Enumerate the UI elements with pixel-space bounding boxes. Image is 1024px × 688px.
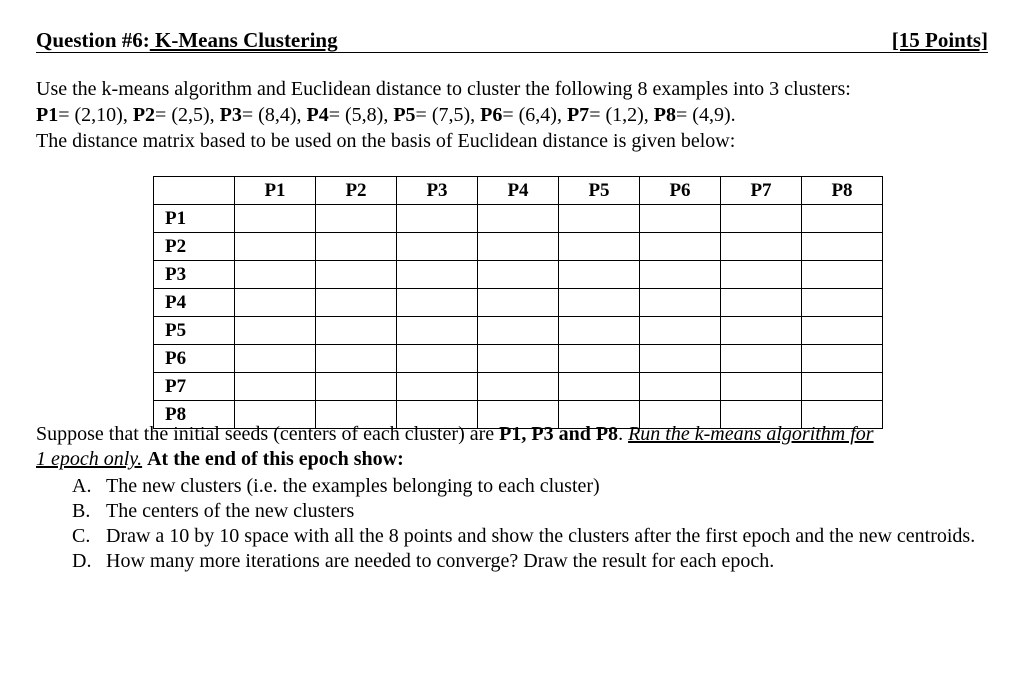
task-text: The new clusters (i.e. the examples belonging to each cluster) xyxy=(106,475,600,497)
point-name: P2 xyxy=(132,104,156,126)
point-coords: (2,5) xyxy=(171,104,210,126)
matrix-cell xyxy=(478,373,559,401)
matrix-cell xyxy=(316,233,397,261)
matrix-cell xyxy=(721,205,802,233)
table-row xyxy=(154,233,883,261)
matrix-cell xyxy=(640,317,721,345)
run-instruction: Run the k-means algorithm for xyxy=(628,423,874,445)
table-row xyxy=(154,373,883,401)
row-header: P7 xyxy=(154,373,235,401)
matrix-cell xyxy=(235,233,316,261)
matrix-cell xyxy=(802,289,883,317)
column-header: P2 xyxy=(316,177,397,205)
matrix-cell xyxy=(559,345,640,373)
point-coords: (6,4) xyxy=(518,104,557,126)
matrix-cell xyxy=(559,289,640,317)
question-points: [15 Points] xyxy=(891,28,988,52)
table-row xyxy=(154,205,883,233)
matrix-cell xyxy=(802,373,883,401)
points-list: P1= (2,10), P2= (2,5), P3= (8,4), P4= (5,8), P5= (7,5), P6= (6,4), P7= (1,2), P8= (4,9). xyxy=(36,104,736,126)
matrix-cell xyxy=(478,345,559,373)
row-header: P8 xyxy=(154,401,235,429)
question-header xyxy=(36,26,988,53)
task-text: How many more iterations are needed to converge? Draw the result for each epoch. xyxy=(106,550,775,572)
column-header: P3 xyxy=(397,177,478,205)
point-name: P6 xyxy=(480,104,503,126)
matrix-cell xyxy=(640,289,721,317)
run-instruction-epoch: 1 epoch only. xyxy=(36,448,143,470)
matrix-cell xyxy=(397,317,478,345)
task-text: The centers of the new clusters xyxy=(106,500,355,522)
matrix-cell xyxy=(316,205,397,233)
matrix-cell xyxy=(478,289,559,317)
instructions-paragraph xyxy=(36,422,996,472)
task-item xyxy=(72,474,992,499)
point-name: P7 xyxy=(566,104,590,126)
matrix-cell xyxy=(802,317,883,345)
matrix-cell xyxy=(397,233,478,261)
point-coords: (5,8) xyxy=(344,104,384,126)
table-row xyxy=(154,345,883,373)
point-coords: (2,10) xyxy=(74,104,123,126)
point-coords: (7,5) xyxy=(431,104,471,126)
point-name: P4 xyxy=(306,104,329,126)
point-name: P3 xyxy=(219,104,242,126)
table-row xyxy=(154,261,883,289)
matrix-cell xyxy=(802,233,883,261)
end-of-epoch-bold: At the end of this epoch show: xyxy=(147,448,404,470)
intro-line-3: The distance matrix based to be used on the basis of Euclidean distance is given below: xyxy=(36,130,736,152)
row-header: P6 xyxy=(154,345,235,373)
table-header-row xyxy=(154,177,883,205)
task-marker: B. xyxy=(72,500,91,522)
matrix-cell xyxy=(235,373,316,401)
matrix-cell xyxy=(235,317,316,345)
task-marker: C. xyxy=(72,525,91,547)
point-name: P5 xyxy=(393,104,416,126)
distance-matrix-table xyxy=(153,176,883,429)
seeds-bold: P1, P3 and P8 xyxy=(499,423,619,445)
matrix-cell xyxy=(559,233,640,261)
task-item xyxy=(72,549,992,574)
row-header: P3 xyxy=(154,261,235,289)
column-header: P1 xyxy=(235,177,316,205)
matrix-cell xyxy=(559,317,640,345)
matrix-cell xyxy=(640,205,721,233)
matrix-cell xyxy=(478,233,559,261)
intro-line-1: Use the k-means algorithm and Euclidean distance to cluster the following 8 examples into 3 clusters: xyxy=(36,78,851,100)
matrix-cell xyxy=(316,261,397,289)
matrix-cell xyxy=(397,345,478,373)
matrix-cell xyxy=(721,289,802,317)
table-body xyxy=(154,205,883,429)
matrix-cell xyxy=(640,233,721,261)
matrix-cell xyxy=(721,261,802,289)
question-topic: K-Means Clustering xyxy=(155,28,338,52)
task-marker: A. xyxy=(72,475,92,497)
row-header: P4 xyxy=(154,289,235,317)
point-coords: (4,9) xyxy=(692,104,731,126)
point-name: P8 xyxy=(653,104,677,126)
matrix-cell xyxy=(802,345,883,373)
matrix-cell xyxy=(802,205,883,233)
table-row xyxy=(154,289,883,317)
matrix-cell xyxy=(721,317,802,345)
matrix-cell xyxy=(316,289,397,317)
matrix-cell xyxy=(397,373,478,401)
matrix-cell xyxy=(802,261,883,289)
table-corner-cell xyxy=(154,177,235,205)
task-item xyxy=(72,499,992,524)
matrix-cell xyxy=(478,205,559,233)
epoch-sentence xyxy=(36,447,996,472)
row-header: P2 xyxy=(154,233,235,261)
matrix-cell xyxy=(235,345,316,373)
point-coords: (8,4) xyxy=(258,104,297,126)
matrix-cell xyxy=(316,373,397,401)
point-name: P1 xyxy=(36,104,59,126)
matrix-cell xyxy=(235,261,316,289)
matrix-cell xyxy=(559,261,640,289)
row-header: P1 xyxy=(154,205,235,233)
matrix-cell xyxy=(478,261,559,289)
matrix-cell xyxy=(721,345,802,373)
task-item xyxy=(72,524,992,549)
matrix-cell xyxy=(640,373,721,401)
table-row xyxy=(154,317,883,345)
column-header: P8 xyxy=(802,177,883,205)
task-marker: D. xyxy=(72,550,92,572)
matrix-cell xyxy=(316,317,397,345)
column-header: P6 xyxy=(640,177,721,205)
matrix-cell xyxy=(640,345,721,373)
point-coords: (1,2) xyxy=(605,104,644,126)
column-header: P4 xyxy=(478,177,559,205)
matrix-cell xyxy=(397,205,478,233)
row-header: P5 xyxy=(154,317,235,345)
matrix-cell xyxy=(397,261,478,289)
matrix-cell xyxy=(235,205,316,233)
matrix-cell xyxy=(316,345,397,373)
column-header: P7 xyxy=(721,177,802,205)
seeds-sentence: Suppose that the initial seeds (centers of each cluster) are P1, P3 and P8. Run the k-means algorithm for xyxy=(36,423,874,445)
matrix-cell xyxy=(721,373,802,401)
question-title xyxy=(36,28,338,53)
task-list xyxy=(72,474,992,574)
column-header: P5 xyxy=(559,177,640,205)
question-label: Question #6: xyxy=(36,28,150,52)
matrix-cell xyxy=(478,317,559,345)
matrix-cell xyxy=(559,373,640,401)
matrix-cell xyxy=(397,289,478,317)
matrix-cell xyxy=(559,205,640,233)
task-text: Draw a 10 by 10 space with all the 8 points and show the clusters after the first epoch and the new centroids. xyxy=(106,525,976,547)
matrix-cell xyxy=(640,261,721,289)
intro-paragraph xyxy=(36,76,996,154)
matrix-cell xyxy=(721,233,802,261)
matrix-cell xyxy=(235,289,316,317)
